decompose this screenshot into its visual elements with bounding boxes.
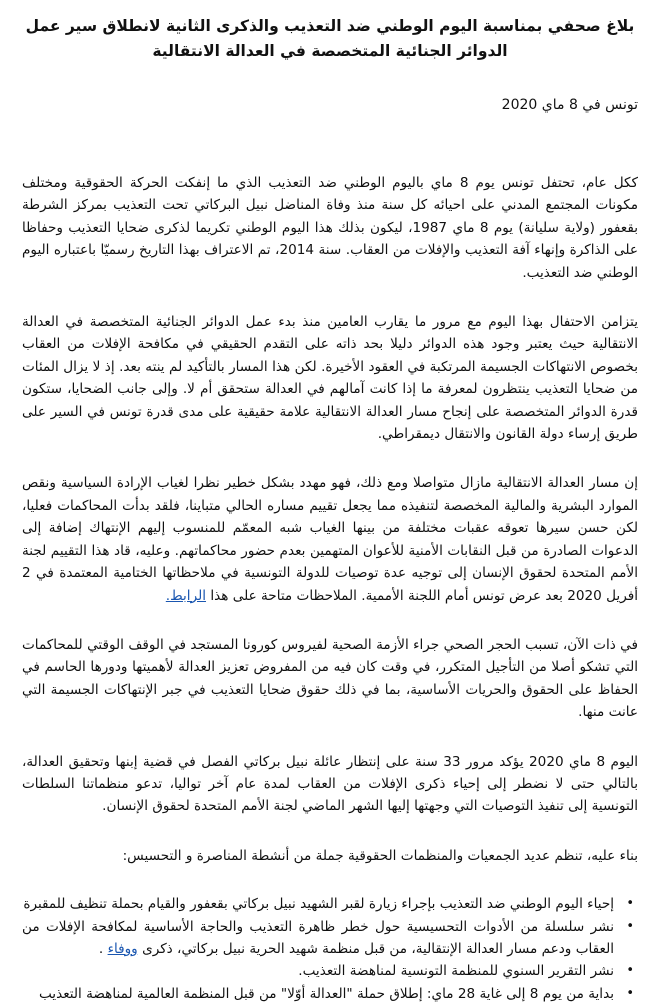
activity-item [22,960,634,982]
observations-link[interactable]: الرابط. [165,587,207,604]
activity-item [22,893,634,915]
activity-text: إحياء اليوم الوطني ضد التعذيب بإجراء زيارة لقبر الشهيد نبيل بركاتي بقعفور والقيام بحملة تنظيف للمقبرة [23,896,614,913]
paragraph-national-day: ككل عام، تحتفل تونس يوم 8 ماي باليوم الوطني ضد التعذيب الذي ما إنفكت الحركة الحقوقية ومختلف مكونات المجتمع المدني على احيائه كل سنة منذ وفاة المناضل نبيل البركاتي تحت التعذيب بمركز الشرطة بقعفور (ولاية سليانة) يوم 8 ماي 1987، ليكون بذلك هذا اليوم الوطني تكريما لذكرى ضحايا التعذيب وحفاظا على الذاكرة وإنهاء آفة التعذيب والإفلات من العقاب. سنة 2014، تم الاعتراف بهذا التاريخ رسميّا باعتباره اليوم الوطني ضد التعذيب. [22,175,638,281]
paragraph-covid-lockdown: في ذات الآن، تسبب الحجر الصحي جراء الأزمة الصحية لفيروس كورونا المستجد في الوقف الوقتي للمحاكمات التي تشكو أصلا من التأجيل المتكرر، في وقت كان فيه من المفروض تعزيز العدالة لأهميتها ودورها الحاسم في الحفاظ على الحقوق والحريات الأساسية، بما في ذلك حقوق ضحايا التعذيب في جبر الإنتهاكات الجسيمة التي عانت منها. [22,636,638,721]
press-release-title: بلاغ صحفي بمناسبة اليوم الوطني ضد التعذيب والذكرى الثانية لانطلاق سير عمل الدوائر الجنائية المتخصصة في العدالة الانتقالية [25,17,635,60]
activity-item [22,983,634,1005]
paragraph-transitional-justice-text: إن مسار العدالة الانتقالية مازال متواصلا ومع ذلك، فهو مهدد بشكل خطير نظرا لغياب الإرادة السياسية ونقص الموارد البشرية والمالية المخصصة لتنفيذه مما يجعل تقييم مساره الحالي متباينا، فلقد بدأت المحاكمات فعليا، لكن حسن سيرها تعوقه عقبات مختلفة من بينها الغياب شبه المعمّم للمنسوب إليهم الإنتهاك إضافة إلى الدعوات الصادرة من قبل النقابات الأمنية للأعوان المتهمين بعدم حضور محاكماتهم. وعليه، قاد هذا التقييم لجنة الأمم المتحدة لحقوق الإنسان إلى توجيه عدة توصيات للدولة التونسية في ملاحظاتها الختامية المعتمدة في 2 أفريل 2020 بعد عرض تونس أمام اللجنة الأممية. الملاحظات متاحة على هذا [22,475,638,604]
activities-list [22,893,638,1005]
bullet-icon: • [626,896,634,912]
release-date: تونس في 8 ماي 2020 [501,97,638,113]
paragraph-transitional-justice-status [22,472,638,606]
activity-item: • نشر سلسلة من الأدوات التحسيسية حول خطر ظاهرة التعذيب والحاجة الأساسية لمكافحة الإفلات من العقاب ودعم مسار العدالة الإنتقالية، من قبل منظمة شهيد الحرية نبيل بركاتي، ذكرى ووفاء . [22,916,614,961]
activity-text: نشر التقرير السنوي للمنظمة التونسية لمناهضة التعذيب. [298,963,614,980]
activity-text: نشر سلسلة من الأدوات التحسيسية حول خطر ظاهرة التعذيب والحاجة الأساسية لمكافحة الإفلات من العقاب ودعم مسار العدالة الإنتقالية، من قبل منظمة شهيد الحرية نبيل بركاتي، ذكرى [22,918,614,957]
paragraph-specialized-chambers: يتزامن الاحتفال بهذا اليوم مع مرور ما يقارب العامين منذ بدء عمل الدوائر الجنائية المتخصصة في العدالة الانتقالية حيث يعتبر وجود هذه الدوائر دليلا بحد ذاته على التقدم الحقيقي في مكافحة الإفلات من العقاب بخصوص الانتهاكات الجسيمة المرتكبة في العقود الأخيرة. لكن هذا المسار بالتأكيد لم ينته بعد. إذ لا يزال المئات من ضحايا التعذيب ينتظرون لمعرفة ما إذا كانت آمالهم في العدالة ستحقق أم لا. وإلى جانب الضحايا، ستكون قدرة الدوائر المتخصصة على إنجاح مسار العدالة الانتقالية علامة حقيقية على مدى قدرة تونس في السير على طريق إرساء دولة القانون والانتقال ديمقراطي. [22,314,638,443]
wafaa-link[interactable]: ووفاء [107,940,138,957]
paragraph-barakati-anniversary: اليوم 8 ماي 2020 يؤكد مرور 33 سنة على إنتظار عائلة نبيل بركاتي الفصل في قضية إبنها وتحقيق العدالة، بالتالي حتى لا نضطر إلى إحياء ذكرى الإفلات من العقاب لمدة عام آخر تواليا، تدعو منظماتنا السلطات التونسية إلى تنفيذ التوصيات التي وجهتها إليها الشهر الماضي لجنة الأمم المتحدة لحقوق الإنسان. [22,753,638,815]
activity-text: بداية من يوم 8 إلى غاية 28 ماي: إطلاق حملة "العدالة أوّلا" من قبل المنظمة العالمية لمناهضة التعذيب [38,985,614,1002]
bullet-icon: • [626,985,634,1001]
bullet-icon: • [626,963,634,979]
bullet-icon: • [626,918,634,934]
paragraph-activities-intro: بناء عليه، تنظم عديد الجمعيات والمنظمات الحقوقية جملة من أنشطة المناصرة و التحسيس: [122,847,638,864]
